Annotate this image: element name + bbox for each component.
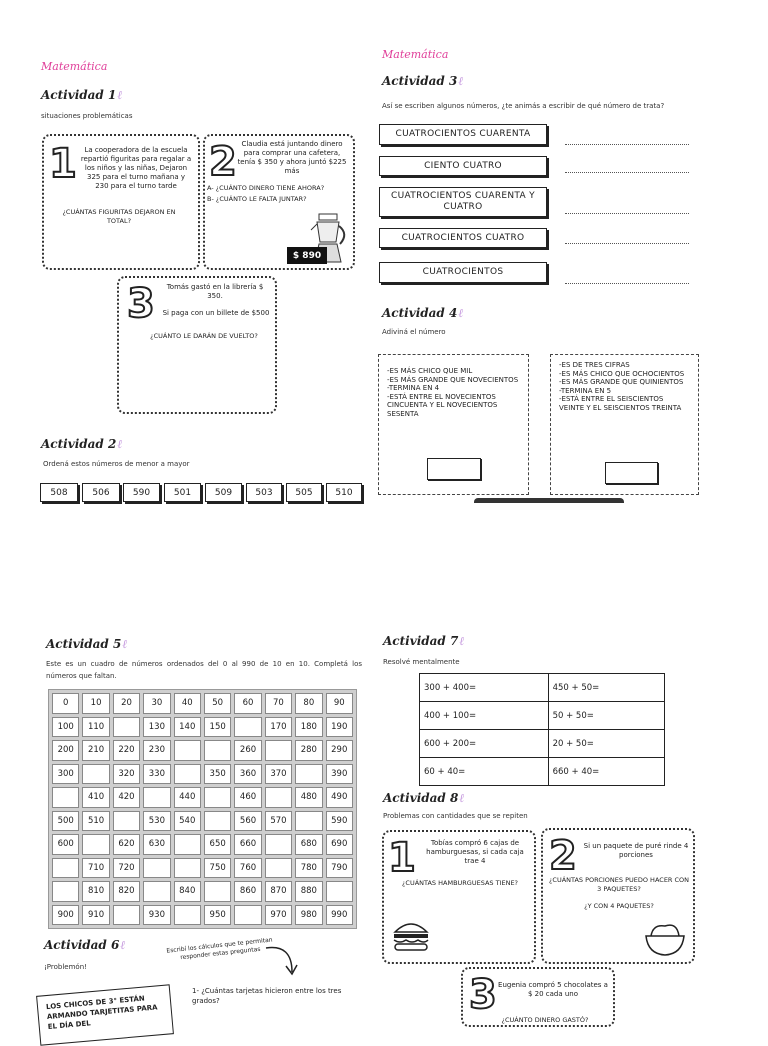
operation-cell[interactable]: 660 + 40= bbox=[548, 758, 664, 786]
grid-row bbox=[52, 764, 353, 785]
grid-cell: 570 bbox=[265, 811, 292, 832]
problem-3-text-1: Tomás gastó en la librería $ 350. bbox=[166, 283, 264, 300]
activity-7-subtitle: Resolvé mentalmente bbox=[383, 658, 460, 666]
grid-cell: 460 bbox=[234, 787, 261, 808]
grid-cell: 680 bbox=[295, 834, 322, 855]
curved-arrow-icon bbox=[262, 942, 302, 980]
problem-3-text: Eugenia compró 5 chocolates a $ 20 cada uno bbox=[498, 981, 608, 998]
grid-cell: 180 bbox=[295, 717, 322, 738]
grid-cell: 420 bbox=[113, 787, 140, 808]
grid-cell: 260 bbox=[234, 740, 261, 761]
grid-cell: 100 bbox=[52, 717, 79, 738]
grid-cell: 840 bbox=[174, 881, 201, 902]
grid-cell: 720 bbox=[113, 858, 140, 879]
grid-cell[interactable] bbox=[174, 764, 201, 785]
grid-row bbox=[52, 787, 353, 808]
grid-row bbox=[52, 905, 353, 926]
problem-3-question: ¿CUÁNTO DINERO GASTÓ? bbox=[501, 1016, 589, 1024]
riddle-answer-box[interactable] bbox=[427, 458, 481, 480]
problem-3-card bbox=[461, 967, 615, 1027]
activity-6-subtitle: ¡Problemón! bbox=[44, 963, 87, 971]
problem-1-text: Tobías compró 6 cajas de hamburguesas, si cada caja trae 4 bbox=[426, 839, 524, 865]
operation-cell[interactable]: 60 + 40= bbox=[420, 758, 549, 786]
activity-6-question: 1- ¿Cuántas tarjetas hicieron entre los tres grados? bbox=[192, 987, 342, 1005]
problem-2-question-b: B- ¿CUÁNTO LE FALTA JUNTAR? bbox=[207, 195, 307, 203]
flourish-icon: ℓ bbox=[459, 791, 465, 805]
grid-cell: 200 bbox=[52, 740, 79, 761]
number-word-box: CUATROCIENTOS CUARENTA bbox=[379, 124, 547, 145]
grid-cell: 370 bbox=[265, 764, 292, 785]
answer-line[interactable] bbox=[565, 144, 689, 145]
grid-cell[interactable] bbox=[113, 717, 140, 738]
grid-cell: 210 bbox=[82, 740, 109, 761]
grid-cell: 600 bbox=[52, 834, 79, 855]
answer-line[interactable] bbox=[565, 243, 689, 244]
grid-cell: 930 bbox=[143, 905, 170, 926]
activity-1-title: Actividad 1ℓ bbox=[41, 88, 123, 102]
price-tag: $ 890 bbox=[287, 247, 327, 264]
operation-cell[interactable]: 20 + 50= bbox=[548, 730, 664, 758]
grid-cell: 390 bbox=[326, 764, 353, 785]
grid-cell[interactable] bbox=[174, 858, 201, 879]
problem-number: 2 bbox=[209, 139, 237, 185]
grid-cell: 70 bbox=[265, 693, 292, 714]
grid-cell: 980 bbox=[295, 905, 322, 926]
decorative-bar bbox=[474, 498, 624, 503]
grid-cell: 540 bbox=[174, 811, 201, 832]
subject-label: Matemática bbox=[382, 48, 449, 61]
grid-cell: 190 bbox=[326, 717, 353, 738]
problem-number: 3 bbox=[469, 972, 497, 1018]
flourish-icon: ℓ bbox=[117, 437, 123, 451]
grid-cell[interactable] bbox=[265, 787, 292, 808]
grid-cell: 410 bbox=[82, 787, 109, 808]
grid-cell[interactable] bbox=[174, 905, 201, 926]
number-word-box: CIENTO CUATRO bbox=[379, 156, 547, 176]
grid-cell: 860 bbox=[234, 881, 261, 902]
grid-cell: 490 bbox=[326, 787, 353, 808]
mental-math-table bbox=[419, 673, 665, 786]
grid-cell: 690 bbox=[326, 834, 353, 855]
riddle-clue: -ES MÁS CHICO QUE OCHOCIENTOS bbox=[559, 369, 685, 378]
grid-cell: 650 bbox=[204, 834, 231, 855]
problem-number: 3 bbox=[127, 281, 155, 327]
flourish-icon: ℓ bbox=[117, 88, 123, 102]
number-card: 503 bbox=[246, 483, 282, 502]
answer-line[interactable] bbox=[565, 213, 689, 214]
activity-8-subtitle: Problemas con cantidades que se repiten bbox=[383, 812, 528, 820]
grid-cell: 60 bbox=[234, 693, 261, 714]
problem-2-question-2: ¿Y CON 4 PAQUETES? bbox=[584, 902, 654, 910]
problem-3-card bbox=[117, 276, 277, 414]
answer-line[interactable] bbox=[565, 283, 689, 284]
grid-cell: 50 bbox=[204, 693, 231, 714]
grid-cell: 970 bbox=[265, 905, 292, 926]
grid-cell[interactable] bbox=[204, 881, 231, 902]
number-card: 508 bbox=[40, 483, 78, 502]
problem-3-text-2: Si paga con un billete de $500 bbox=[162, 309, 270, 317]
flourish-icon: ℓ bbox=[458, 74, 464, 88]
grid-cell: 350 bbox=[204, 764, 231, 785]
table-row bbox=[420, 730, 665, 758]
activity-8-title: Actividad 8ℓ bbox=[383, 791, 465, 805]
grid-cell: 140 bbox=[174, 717, 201, 738]
grid-cell: 40 bbox=[174, 693, 201, 714]
grid-cell[interactable] bbox=[174, 834, 201, 855]
problem-number: 1 bbox=[388, 835, 416, 881]
grid-cell[interactable] bbox=[265, 740, 292, 761]
grid-cell[interactable] bbox=[204, 811, 231, 832]
grid-cell[interactable] bbox=[174, 740, 201, 761]
problem-2-text: Si un paquete de puré rinde 4 porciones bbox=[583, 842, 689, 859]
riddle-clue: -ES MÁS CHICO QUE MIL bbox=[387, 367, 473, 375]
flourish-icon: ℓ bbox=[122, 637, 128, 651]
operation-cell[interactable]: 600 + 200= bbox=[420, 730, 549, 758]
grid-cell: 710 bbox=[82, 858, 109, 879]
grid-cell: 790 bbox=[326, 858, 353, 879]
puree-bowl-icon bbox=[643, 920, 687, 958]
problem-1-question: ¿CUÁNTAS HAMBURGUESAS TIENE? bbox=[401, 879, 519, 887]
number-card: 590 bbox=[123, 483, 160, 502]
grid-cell[interactable] bbox=[52, 881, 79, 902]
grid-cell: 820 bbox=[113, 881, 140, 902]
grid-cell: 10 bbox=[82, 693, 109, 714]
flourish-icon: ℓ bbox=[458, 306, 464, 320]
problem-2-card bbox=[203, 134, 355, 270]
grid-cell: 810 bbox=[82, 881, 109, 902]
grid-cell: 360 bbox=[234, 764, 261, 785]
grid-cell: 440 bbox=[174, 787, 201, 808]
grid-cell: 130 bbox=[143, 717, 170, 738]
grid-cell: 630 bbox=[143, 834, 170, 855]
grid-cell: 870 bbox=[265, 881, 292, 902]
grid-cell: 290 bbox=[326, 740, 353, 761]
grid-row bbox=[52, 717, 353, 738]
number-card: 506 bbox=[82, 483, 120, 502]
activity-2-subtitle: Ordená estos números de menor a mayor bbox=[43, 460, 190, 468]
grid-cell: 500 bbox=[52, 811, 79, 832]
problem-card: LOS CHICOS DE 3° ESTÁN ARMANDO TARJETITAS PARA EL DÍA DEL bbox=[36, 984, 174, 1045]
grid-cell: 900 bbox=[52, 905, 79, 926]
number-card: 505 bbox=[286, 483, 322, 502]
riddle-clue: -ESTÁ ENTRE EL NOVECIENTOS CINCUENTA Y EL NOVECIENTOS SESENTA bbox=[387, 392, 498, 418]
riddle-answer-box[interactable] bbox=[605, 462, 658, 484]
grid-cell: 150 bbox=[204, 717, 231, 738]
grid-cell: 480 bbox=[295, 787, 322, 808]
activity-3-subtitle: Así se escriben algunos números, ¿te animás a escribir de qué número de trata? bbox=[382, 102, 665, 110]
problem-1-text: La cooperadora de la escuela repartió figuritas para regalar a los niños y las niñas, Dejaron 325 para el turno mañana y 230 para el turno tarde bbox=[80, 146, 192, 190]
operation-cell[interactable]: 50 + 50= bbox=[548, 702, 664, 730]
problem-3-question: ¿CUÁNTO LE DARÁN DE VUELTO? bbox=[150, 332, 258, 340]
grid-row bbox=[52, 881, 353, 902]
problem-number: 2 bbox=[549, 833, 577, 879]
grid-cell: 880 bbox=[295, 881, 322, 902]
grid-row bbox=[52, 834, 353, 855]
problem-2-question-1: ¿CUÁNTAS PORCIONES PUEDO HACER CON 3 PAQUETES? bbox=[548, 876, 690, 893]
grid-row bbox=[52, 858, 353, 879]
grid-cell[interactable] bbox=[204, 787, 231, 808]
instruction-note: Escribí los cálculos que te permitan responder estas preguntas bbox=[166, 936, 273, 962]
grid-cell[interactable] bbox=[52, 858, 79, 879]
problem-1-card bbox=[42, 134, 200, 270]
grid-cell: 780 bbox=[295, 858, 322, 879]
riddle-clue: -TERMINA EN 5 bbox=[559, 386, 612, 395]
grid-cell[interactable] bbox=[82, 764, 109, 785]
grid-row bbox=[52, 811, 353, 832]
problem-1-question: ¿CUÁNTAS FIGURITAS DEJARON EN TOTAL? bbox=[62, 208, 176, 225]
grid-row bbox=[52, 740, 353, 761]
grid-cell[interactable] bbox=[143, 858, 170, 879]
problem-1-card bbox=[382, 830, 536, 964]
grid-cell: 560 bbox=[234, 811, 261, 832]
problem-number: 1 bbox=[49, 141, 77, 187]
grid-cell[interactable] bbox=[143, 881, 170, 902]
grid-cell: 170 bbox=[265, 717, 292, 738]
grid-cell[interactable] bbox=[204, 740, 231, 761]
grid-cell: 660 bbox=[234, 834, 261, 855]
table-row bbox=[420, 758, 665, 786]
grid-cell: 320 bbox=[113, 764, 140, 785]
grid-cell[interactable] bbox=[295, 764, 322, 785]
number-card: 510 bbox=[326, 483, 362, 502]
grid-cell[interactable] bbox=[52, 787, 79, 808]
grid-cell[interactable] bbox=[234, 905, 261, 926]
riddle-clue: -TERMINA EN 4 bbox=[387, 384, 440, 392]
flourish-icon: ℓ bbox=[459, 634, 465, 648]
activity-3-title: Actividad 3ℓ bbox=[382, 74, 464, 88]
number-word-box: CUATROCIENTOS CUATRO bbox=[379, 228, 547, 248]
grid-cell: 950 bbox=[204, 905, 231, 926]
grid-cell: 590 bbox=[326, 811, 353, 832]
hamburger-icon bbox=[392, 918, 430, 952]
activity-4-subtitle: Adiviná el número bbox=[382, 328, 446, 336]
grid-cell: 620 bbox=[113, 834, 140, 855]
riddle-clue: -ES MÁS GRANDE QUE NOVECIENTOS bbox=[387, 375, 519, 384]
grid-cell: 80 bbox=[295, 693, 322, 714]
grid-cell[interactable] bbox=[113, 811, 140, 832]
number-card: 509 bbox=[205, 483, 242, 502]
grid-cell: 280 bbox=[295, 740, 322, 761]
grid-cell: 220 bbox=[113, 740, 140, 761]
activity-2-title: Actividad 2ℓ bbox=[41, 437, 123, 451]
grid-cell[interactable] bbox=[326, 881, 353, 902]
activity-5-text: Este es un cuadro de números ordenados del 0 al 990 de 10 en 10. Completá los números que faltan. bbox=[46, 660, 362, 680]
table-row bbox=[420, 702, 665, 730]
grid-cell[interactable] bbox=[82, 834, 109, 855]
grid-cell: 110 bbox=[82, 717, 109, 738]
activity-4-title: Actividad 4ℓ bbox=[382, 306, 464, 320]
problem-2-text: Claudia está juntando dinero para comprar una cafetera, tenía $ 350 y ahora juntó $225 más bbox=[237, 140, 347, 175]
subject-label: Matemática bbox=[41, 60, 108, 73]
number-grid bbox=[48, 689, 357, 929]
grid-row bbox=[52, 693, 353, 714]
riddle-clue: -ES MÁS GRANDE QUE QUINIENTOS bbox=[559, 378, 684, 386]
number-word-box: CUATROCIENTOS CUARENTA Y CUATRO bbox=[379, 187, 547, 217]
grid-cell: 510 bbox=[82, 811, 109, 832]
activity-1-subtitle: situaciones problemáticas bbox=[41, 112, 133, 120]
answer-line[interactable] bbox=[565, 172, 689, 173]
grid-cell: 0 bbox=[52, 693, 79, 714]
number-card: 501 bbox=[164, 483, 201, 502]
table-row bbox=[420, 674, 665, 702]
grid-cell[interactable] bbox=[234, 717, 261, 738]
riddle-clue: -ESTÁ ENTRE EL SEISCIENTOS VEINTE Y EL SEISCIENTOS TREINTA bbox=[559, 395, 682, 412]
grid-cell: 330 bbox=[143, 764, 170, 785]
grid-cell[interactable] bbox=[265, 858, 292, 879]
grid-cell: 910 bbox=[82, 905, 109, 926]
problem-2-card bbox=[541, 828, 695, 964]
grid-cell[interactable] bbox=[143, 787, 170, 808]
grid-cell: 230 bbox=[143, 740, 170, 761]
activity-7-title: Actividad 7ℓ bbox=[383, 634, 465, 648]
activity-6-title: Actividad 6ℓ bbox=[44, 938, 126, 952]
riddle-clue: -ES DE TRES CIFRAS bbox=[559, 361, 630, 369]
grid-cell: 760 bbox=[234, 858, 261, 879]
grid-cell: 990 bbox=[326, 905, 353, 926]
number-word-box: CUATROCIENTOS bbox=[379, 262, 547, 283]
operation-cell[interactable]: 300 + 400= bbox=[420, 674, 549, 702]
grid-cell: 530 bbox=[143, 811, 170, 832]
grid-cell: 30 bbox=[143, 693, 170, 714]
operation-cell[interactable]: 450 + 50= bbox=[548, 674, 664, 702]
operation-cell[interactable]: 400 + 100= bbox=[420, 702, 549, 730]
grid-cell: 20 bbox=[113, 693, 140, 714]
flourish-icon: ℓ bbox=[120, 938, 126, 952]
activity-5-title: Actividad 5ℓ bbox=[46, 637, 128, 651]
grid-cell: 300 bbox=[52, 764, 79, 785]
grid-cell: 90 bbox=[326, 693, 353, 714]
grid-cell[interactable] bbox=[265, 834, 292, 855]
grid-cell[interactable] bbox=[295, 811, 322, 832]
grid-cell: 750 bbox=[204, 858, 231, 879]
grid-cell[interactable] bbox=[113, 905, 140, 926]
problem-2-question-a: A- ¿CUÁNTO DINERO TIENE AHORA? bbox=[207, 184, 325, 192]
